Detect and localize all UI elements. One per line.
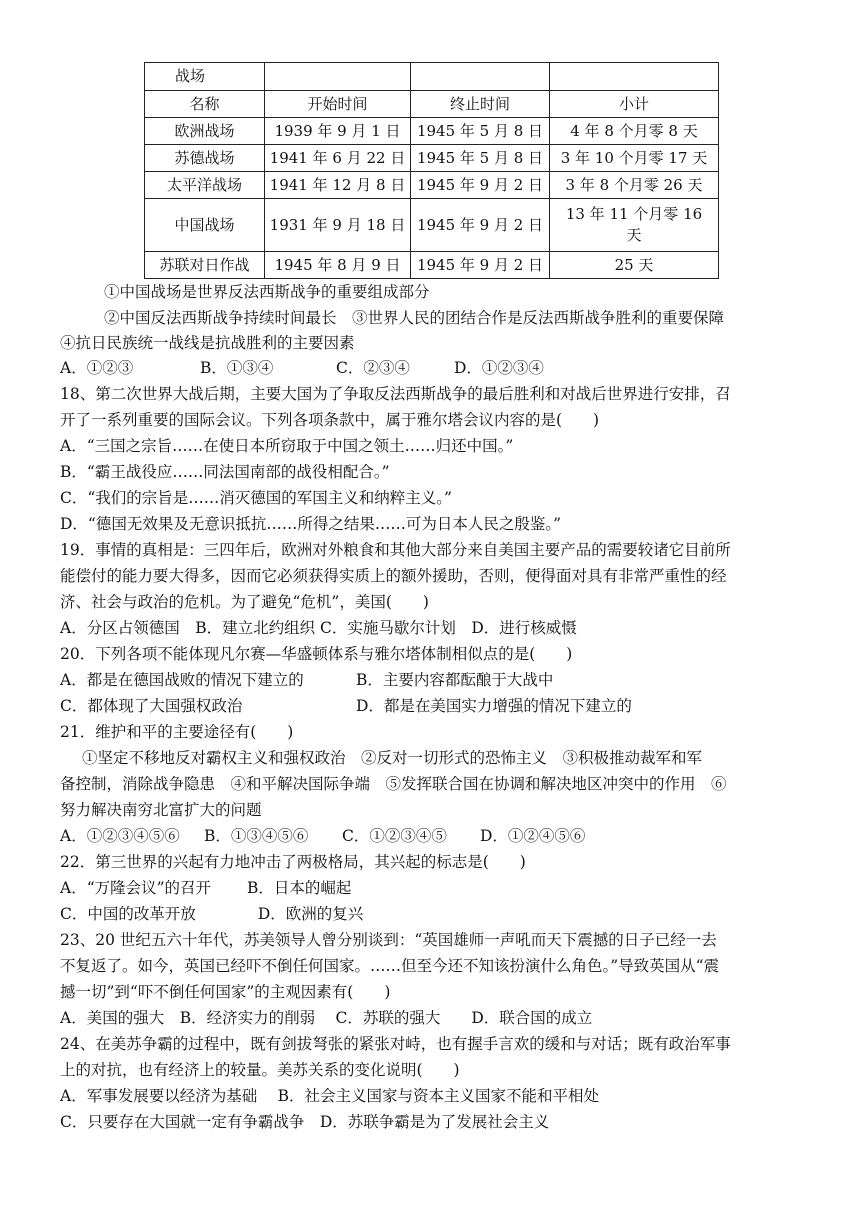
header-name: 名称 bbox=[145, 91, 265, 118]
q22-options-cd[interactable]: C．中国的改革开放 D．欧洲的复兴 bbox=[60, 905, 364, 923]
cell-name: 中国战场 bbox=[145, 199, 265, 252]
battlefield-table bbox=[144, 62, 719, 279]
header-total: 小计 bbox=[550, 91, 719, 118]
table-header-row bbox=[145, 91, 719, 118]
cell-start: 1939 年 9 月 1 日 bbox=[265, 118, 411, 145]
q24-options-cd[interactable]: C．只要存在大国就一定有争霸战争 D．苏联争霸是为了发展社会主义 bbox=[60, 1113, 550, 1131]
q22-stem: 22．第三世界的兴起有力地冲击了两极格局，其兴起的标志是( ) bbox=[60, 853, 526, 871]
cell-name: 苏联对日作战 bbox=[145, 252, 265, 279]
q21-option-c[interactable]: C．①②③④⑤ bbox=[342, 827, 447, 845]
q18-option-b[interactable]: B．“霸王战役应……同法国南部的战役相配合。” bbox=[60, 463, 390, 481]
q18-option-a[interactable]: A．“三国之宗旨……在使日本所窃取于中国之领土……归还中国。” bbox=[60, 437, 514, 455]
cell-end: 1945 年 5 月 8 日 bbox=[411, 118, 550, 145]
q21-option-b[interactable]: B．①③④⑤⑥ bbox=[204, 827, 309, 845]
q17-option-a[interactable]: A．①②③ bbox=[60, 359, 134, 377]
cell-end: 1945 年 9 月 2 日 bbox=[411, 199, 550, 252]
q23-options[interactable]: A．美国的强大 B．经济实力的削弱 C．苏联的强大 D．联合国的成立 bbox=[60, 1009, 593, 1027]
cell-total: 3 年 10 个月零 17 天 bbox=[550, 145, 719, 172]
q24-options-ab[interactable]: A．军事发展要以经济为基础 B．社会主义国家与资本主义国家不能和平相处 bbox=[60, 1087, 600, 1105]
q24-stem-2: 上的对抗，也有经济上的较量。美苏关系的变化说明( ) bbox=[60, 1061, 460, 1079]
q20-options-ab bbox=[60, 667, 810, 693]
q23-stem-1: 23、20 世纪五六十年代，苏美领导人曾分别谈到：“英国雄师一声吼而天下震撼的日子已经一去 bbox=[60, 931, 717, 949]
q18-stem-2: 开了一系列重要的国际会议。下列各项条款中，属于雅尔塔会议内容的是( ) bbox=[60, 411, 600, 429]
cell-total bbox=[550, 199, 719, 252]
q17-options bbox=[60, 355, 810, 381]
cell-start: 1945 年 8 月 9 日 bbox=[265, 252, 411, 279]
q21-statement-1: ①坚定不移地反对霸权主义和强权政治 ②反对一切形式的恐怖主义 ③积极推动裁军和军 bbox=[82, 749, 703, 767]
cell-name: 太平洋战场 bbox=[145, 172, 265, 199]
q24-stem-1: 24、在美苏争霸的过程中，既有剑拔弩张的紧张对峙，也有握手言欢的缓和与对话；既有政治军事 bbox=[60, 1035, 731, 1053]
q20-option-d[interactable]: D．都是在美国实力增强的情况下建立的 bbox=[356, 697, 632, 715]
q20-option-a[interactable]: A．都是在德国战败的情况下建立的 bbox=[60, 671, 304, 689]
header-battlefield: 战场 bbox=[145, 63, 265, 91]
q19-stem-3: 济、社会与政治的危机。为了避免“危机”，美国( ) bbox=[60, 593, 429, 611]
q19-stem-2: 能偿付的能力要大得多，因而它必须获得实质上的额外援助，否则，便得面对具有非常严重性的经 bbox=[60, 567, 727, 585]
cell-total: 25 天 bbox=[550, 252, 719, 279]
q17-statement-3: ④抗日民族统一战线是抗战胜利的主要因素 bbox=[60, 334, 355, 352]
q20-option-b[interactable]: B．主要内容都酝酿于大战中 bbox=[356, 671, 554, 689]
cell-name: 欧洲战场 bbox=[145, 118, 265, 145]
table-row bbox=[145, 252, 719, 279]
table-row bbox=[145, 118, 719, 145]
q17-option-d[interactable]: D．①②③④ bbox=[454, 359, 544, 377]
q19-options[interactable]: A．分区占领德国 B．建立北约组织 C．实施马歇尔计划 D．进行核威慑 bbox=[60, 619, 577, 637]
q21-stem: 21．维护和平的主要途径有( ) bbox=[60, 723, 294, 741]
q21-option-d[interactable]: D．①②④⑤⑥ bbox=[480, 827, 586, 845]
table-row bbox=[145, 199, 719, 252]
table-header-row-top bbox=[145, 63, 719, 91]
cell-end: 1945 年 9 月 2 日 bbox=[411, 172, 550, 199]
cell-start: 1941 年 6 月 22 日 bbox=[265, 145, 411, 172]
cell-end: 1945 年 5 月 8 日 bbox=[411, 145, 550, 172]
q18-option-d[interactable]: D．“德国无效果及无意识抵抗……所得之结果……可为日本人民之殷鉴。” bbox=[60, 515, 562, 533]
q22-options-ab[interactable]: A．“万隆会议”的召开 B．日本的崛起 bbox=[60, 879, 352, 897]
q18-stem-1: 18、第二次世界大战后期，主要大国为了争取反法西斯战争的最后胜利和对战后世界进行安排，召 bbox=[60, 385, 731, 403]
cell-total: 4 年 8 个月零 8 天 bbox=[550, 118, 719, 145]
q20-option-c[interactable]: C．都体现了大国强权政治 bbox=[60, 697, 243, 715]
q21-options bbox=[60, 823, 810, 849]
q18-option-c[interactable]: C．“我们的宗旨是……消灭德国的军国主义和纳粹主义。” bbox=[60, 489, 452, 507]
q21-statement-3: 努力解决南穷北富扩大的问题 bbox=[60, 801, 262, 819]
q17-statement-2: ②中国反法西斯战争持续时间最长 ③世界人民的团结合作是反法西斯战争胜利的重要保障 bbox=[104, 309, 725, 327]
q21-option-a[interactable]: A．①②③④⑤⑥ bbox=[60, 827, 180, 845]
cell-total-line1: 13 年 11 个月零 16 bbox=[565, 205, 703, 223]
q21-statement-2: 备控制，消除战争隐患 ④和平解决国际争端 ⑤发挥联合国在协调和解决地区冲突中的作用 ⑥ bbox=[60, 775, 727, 793]
header-end: 终止时间 bbox=[411, 91, 550, 118]
q23-stem-2: 不复返了。如今，英国已经吓不倒任何国家。……但至今还不知该扮演什么角色。”导致英国从“震 bbox=[60, 957, 720, 975]
q23-stem-3: 撼一切”到“吓不倒任何国家”的主观因素有( ) bbox=[60, 983, 391, 1001]
cell-total-line2: 天 bbox=[626, 226, 642, 244]
header-start: 开始时间 bbox=[265, 91, 411, 118]
table-row bbox=[145, 145, 719, 172]
q20-options-cd bbox=[60, 693, 810, 719]
cell-start: 1931 年 9 月 18 日 bbox=[265, 199, 411, 252]
q17-option-b[interactable]: B．①③④ bbox=[200, 359, 274, 377]
cell-total: 3 年 8 个月零 26 天 bbox=[550, 172, 719, 199]
cell-start: 1941 年 12 月 8 日 bbox=[265, 172, 411, 199]
q17-statement-1: ①中国战场是世界反法西斯战争的重要组成部分 bbox=[104, 283, 430, 301]
cell-end: 1945 年 9 月 2 日 bbox=[411, 252, 550, 279]
q19-stem-1: 19．事情的真相是：三四年后，欧洲对外粮食和其他大部分来自美国主要产品的需要较诸它目前所 bbox=[60, 541, 731, 559]
cell-name: 苏德战场 bbox=[145, 145, 265, 172]
q20-stem: 20．下列各项不能体现凡尔赛—华盛顿体系与雅尔塔体制相似点的是( ) bbox=[60, 645, 573, 663]
q17-option-c[interactable]: C．②③④ bbox=[336, 359, 410, 377]
table-row bbox=[145, 172, 719, 199]
